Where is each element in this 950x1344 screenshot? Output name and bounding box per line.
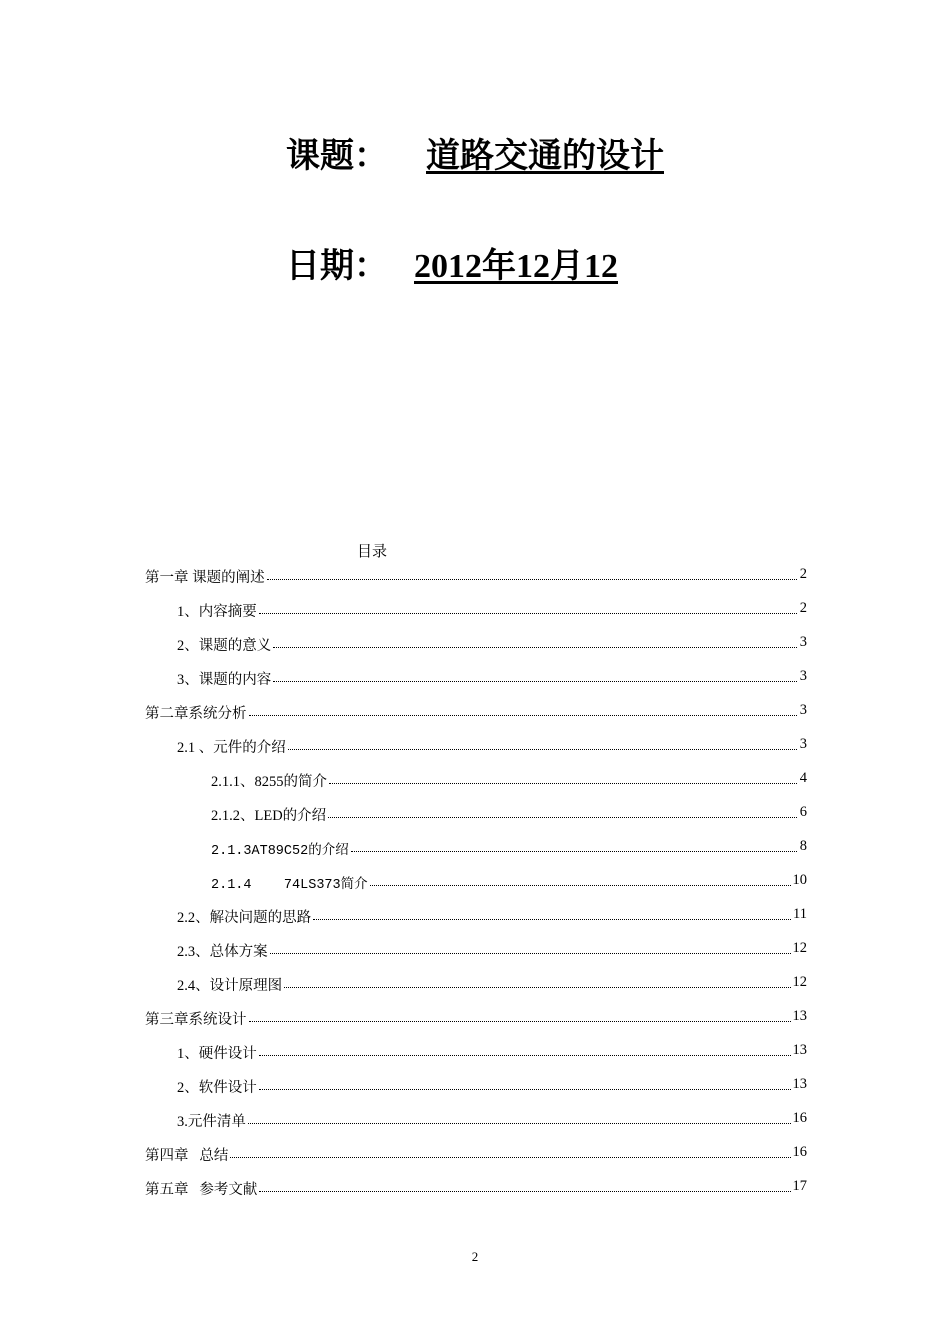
toc-entry-title: 第一章 课题的阐述	[145, 570, 265, 586]
toc-entry-title: 2.3、总体方案	[177, 944, 268, 960]
toc-entry-page: 3	[799, 736, 807, 752]
toc-entry-page: 12	[792, 974, 807, 990]
toc-heading: 目录	[357, 544, 388, 560]
toc-entry-page: 2	[799, 566, 807, 582]
toc-entry-page: 12	[792, 940, 807, 956]
toc-entry-title: 2.4、设计原理图	[177, 978, 283, 994]
toc-dot-leader	[230, 1141, 790, 1158]
toc-entry-page: 10	[792, 872, 807, 888]
toc-dot-leader	[259, 1073, 791, 1090]
toc-entry-page: 6	[799, 804, 807, 820]
toc-entry-page: 2	[799, 600, 807, 616]
toc-entry-title: 2.1 、元件的介绍	[177, 740, 286, 756]
subject-value: 道路交通的设计	[426, 138, 664, 175]
toc-entry-page: 3	[799, 668, 807, 684]
toc-entry-title: 第四章 总结	[145, 1148, 229, 1164]
toc-dot-leader	[273, 665, 797, 682]
toc-entry[interactable]	[145, 699, 807, 733]
toc-dot-leader	[259, 1175, 790, 1192]
toc-entry-title: 1、硬件设计	[177, 1046, 257, 1062]
toc-dot-leader	[328, 801, 797, 818]
date-value: 2012年12月12	[414, 248, 618, 285]
toc-dot-leader	[249, 1005, 791, 1022]
toc-entry[interactable]	[145, 869, 807, 903]
toc-entry[interactable]	[145, 937, 807, 971]
toc-entry[interactable]	[145, 665, 807, 699]
toc-entry-page: 4	[799, 770, 807, 786]
toc-entry-title: 2.2、解决问题的思路	[177, 910, 312, 926]
toc-dot-leader	[370, 869, 791, 886]
toc-entry-title: 1、内容摘要	[177, 604, 257, 620]
toc-entry[interactable]	[145, 835, 807, 869]
date-line	[286, 238, 618, 287]
toc-entry[interactable]	[145, 597, 807, 631]
toc-dot-leader	[351, 835, 797, 852]
table-of-contents	[145, 563, 807, 1209]
toc-entry[interactable]	[145, 1005, 807, 1039]
toc-entry[interactable]	[145, 1141, 807, 1175]
toc-entry-title: 2.1.1、8255的简介	[211, 774, 327, 790]
toc-dot-leader	[248, 1107, 791, 1124]
toc-entry-page: 13	[792, 1076, 807, 1092]
toc-entry[interactable]	[145, 563, 807, 597]
toc-entry[interactable]	[145, 631, 807, 665]
toc-dot-leader	[249, 699, 798, 716]
toc-entry-page: 13	[792, 1042, 807, 1058]
toc-entry[interactable]	[145, 1039, 807, 1073]
subject-label: 课题：	[286, 138, 388, 175]
toc-dot-leader	[259, 1039, 791, 1056]
toc-entry-title: 2、课题的意义	[177, 638, 272, 654]
toc-dot-leader	[259, 597, 797, 614]
toc-dot-leader	[267, 563, 797, 580]
toc-entry[interactable]	[145, 1175, 807, 1209]
toc-dot-leader	[284, 971, 790, 988]
toc-entry[interactable]	[145, 971, 807, 1005]
toc-entry-page: 8	[799, 838, 807, 854]
toc-dot-leader	[329, 767, 797, 784]
toc-entry-title: 3、课题的内容	[177, 672, 272, 688]
toc-entry-title: 第五章 参考文献	[145, 1182, 258, 1198]
toc-entry-page: 17	[792, 1178, 807, 1194]
toc-entry[interactable]	[145, 1107, 807, 1141]
toc-entry[interactable]	[145, 903, 807, 937]
toc-entry-title: 2.1.3AT89C52的介绍	[211, 844, 349, 859]
toc-entry-page: 3	[799, 702, 807, 718]
toc-entry-page: 16	[792, 1144, 807, 1160]
toc-entry[interactable]	[145, 1073, 807, 1107]
toc-entry-title: 2.1.4 74LS373简介	[211, 878, 368, 893]
toc-entry-page: 3	[799, 634, 807, 650]
date-label: 日期：	[286, 248, 388, 285]
toc-entry-title: 第三章系统设计	[145, 1012, 247, 1028]
toc-entry[interactable]	[145, 801, 807, 835]
toc-entry[interactable]	[145, 733, 807, 767]
toc-entry-title: 第二章系统分析	[145, 706, 247, 722]
toc-entry[interactable]	[145, 767, 807, 801]
toc-entry-title: 3.元件清单	[177, 1114, 246, 1130]
page-number: 2	[471, 1249, 479, 1264]
toc-dot-leader	[313, 903, 791, 920]
toc-entry-page: 13	[792, 1008, 807, 1024]
toc-entry-page: 11	[793, 906, 807, 922]
toc-dot-leader	[270, 937, 791, 954]
toc-entry-page: 16	[792, 1110, 807, 1126]
toc-entry-title: 2、软件设计	[177, 1080, 257, 1096]
subject-line	[286, 128, 664, 177]
toc-dot-leader	[288, 733, 797, 750]
toc-dot-leader	[273, 631, 797, 648]
toc-entry-title: 2.1.2、LED的介绍	[211, 808, 327, 824]
